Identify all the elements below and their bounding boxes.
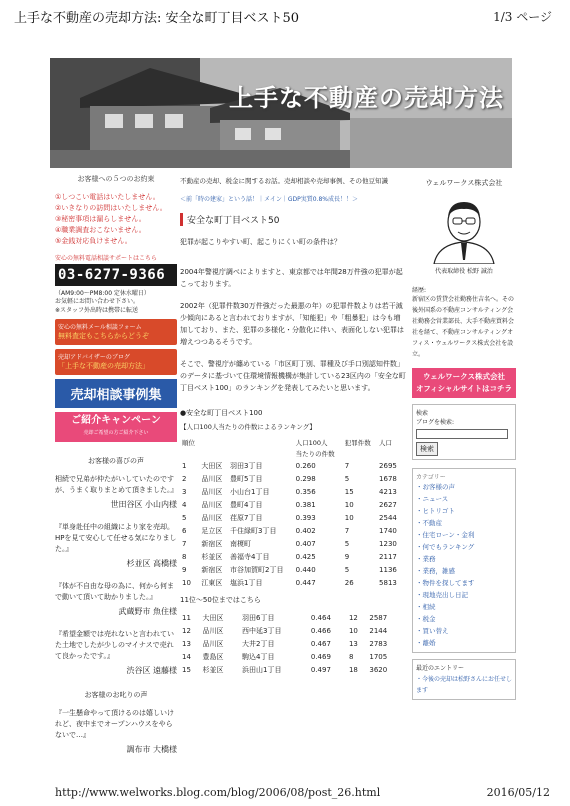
promise-item: ③秘密事項は漏らしません。 [55,215,146,223]
voice-name: 渋谷区 遠藤様 [126,666,177,675]
promise-item: ①しつこい電話はいたしません。 [55,193,160,201]
header-rank: 順位 [182,439,195,447]
cell-pop: 2587 [369,613,388,622]
history-label: 経歴: [412,287,427,294]
blog-link-line1: 売却アドバイザーのブログ [58,354,130,361]
cell-ward: 品川区 [201,487,223,496]
table-row [180,524,402,537]
header-pop: 人口 [379,439,393,447]
voice-item [55,629,177,676]
cell-pop: 2117 [379,552,397,561]
ranking-subtitle: 【人口100人当たりの件数によるランキング】 [180,423,316,431]
cell-town: 小山台1丁目 [229,487,270,496]
complaint-name: 調布市 大橋様 [126,745,177,754]
ranking-table [180,437,402,589]
cell-ward: 品川区 [201,500,223,509]
cell-pop: 1740 [379,526,397,535]
cell-crimes: 12 [348,613,358,622]
category-link[interactable]: ・買い替え [416,627,449,635]
category-link[interactable]: ・相続 [416,603,436,611]
category-link[interactable]: ・業務，雑感 [416,567,455,575]
category-link[interactable]: ・離婚 [416,639,436,647]
complaint-text: 『一生懸命やって頂けるのは嬉しいけれど、夜中までオープンハウスをやらないで…』 [55,709,174,739]
cell-crimes: 10 [348,626,358,635]
cell-rank: 4 [182,500,187,509]
table-row [180,485,402,498]
cell-ward: 新宿区 [201,539,223,548]
cell-rank: 10 [182,578,191,587]
right-sidebar [412,168,516,768]
category-link[interactable]: ・現地売出し日記 [416,591,468,599]
cell-crimes: 10 [344,500,354,509]
campaign-button[interactable] [55,412,177,442]
category-link[interactable]: ・住宅ローン・金利 [416,531,475,539]
official-site-line2: オフィシャルサイトはコチラ [416,384,512,393]
cell-pop: 1678 [379,474,397,483]
cell-rank: 11 [182,613,191,622]
category-link[interactable]: ・物件を探してます [416,579,475,587]
cell-rate: 0.469 [310,652,331,661]
voice-text: 相続で兄弟が仲たがいしていたのですが、うまく取りまとめて頂きました。』 [55,475,177,494]
cell-crimes: 5 [344,565,350,574]
post-question: 犯罪が起こりやすい町、起こりにくい町の条件は？ [180,238,341,246]
table-row [180,511,402,524]
complaint-heading: お客様のお叱りの声 [84,691,148,699]
table-header-row [180,448,402,459]
cell-ward: 豊島区 [202,652,224,661]
cell-ward: 品川区 [202,639,224,648]
cell-ward: 品川区 [202,626,224,635]
official-site-line1: ウェルワークス株式会社 [422,372,506,381]
cell-ward: 品川区 [201,513,223,522]
print-title: 上手な不動産の売却方法: 安全な町丁目ベスト50 [14,11,300,26]
representative-name: 代表取締役 松野 誠治 [435,268,493,275]
cell-town: 塩浜1丁目 [229,578,263,587]
call-note: お気軽にお問い合わせ下さい。 [55,298,140,305]
category-link[interactable]: ・不動産 [416,519,442,527]
cell-ward: 大田区 [201,461,223,470]
cell-rank: 14 [182,652,191,661]
mail-consult-line1: 安心の無料メール相談フォーム [58,324,142,331]
cell-ward: 大田区 [202,613,224,622]
cell-ward: 杉並区 [202,665,224,674]
cell-town: 市谷加賀町2丁目 [229,565,284,574]
recent-entry-link[interactable]: ・今後の売却は松野さんにお任せします [416,676,513,694]
cell-pop: 2695 [379,461,397,470]
search-input[interactable] [416,429,508,439]
campaign-sub: 売却ご希望の方ご紹介下さい [83,430,149,436]
page-url: http://www.welworks.blog.com/blog/2006/08/post_26.html [55,786,381,799]
cell-town: 豊町5丁目 [229,474,263,483]
table-row [180,537,402,550]
print-date: 2016/05/12 [486,786,550,799]
search-button[interactable]: 検索 [416,442,438,456]
post-paragraph: 2002年（犯罪件数30万件強だった最悪の年）の犯罪件数よりは若干減少傾向にあると言われておりますが、「知能犯」や「粗暴犯」は今も増加しており、また、犯罪の多様化・分散化に伴い、表面化しない犯罪は増えつつあるそうです。 [180,302,404,346]
cell-rank: 5 [182,513,187,522]
promise-title: お客様への５つのお約束 [77,175,155,183]
official-site-link[interactable] [412,368,516,398]
search-label: ブログを検索: [416,419,455,426]
post-paragraph: 2004年警視庁調べによりますと、東京都では年間28万件強の犯罪が起こっております。 [180,268,403,288]
campaign-title: ご紹介キャンペーン [71,415,161,426]
cases-button[interactable]: 売却相談事例集 [55,379,177,408]
cell-rate: 0.298 [295,474,316,483]
mail-consult-line2: 無料査定もこちらからどうぞ [58,332,149,340]
cell-rate: 0.497 [310,665,331,674]
cell-town: 西中延3丁目 [242,626,282,635]
blog-link-line2: 「上手な不動産の売却方法」 [58,362,149,370]
cell-pop: 2783 [369,639,388,648]
cell-ward: 足立区 [201,526,223,535]
header-crimes: 犯罪件数 [344,439,371,447]
cell-pop: 2627 [379,500,397,509]
cell-rate: 0.464 [310,613,331,622]
cell-pop: 1705 [369,652,388,661]
cell-rank: 13 [182,639,191,648]
category-link[interactable]: ・何でもランキング [416,543,475,551]
cell-crimes: 13 [348,639,358,648]
left-sidebar [55,168,177,768]
mail-consult-button[interactable] [55,319,177,345]
page-number: 1/3 ページ [493,10,552,24]
cell-rank: 7 [182,539,187,548]
cell-rank: 3 [182,487,187,496]
site-banner [50,58,512,168]
cell-town: 羽田3丁目 [229,461,263,470]
search-widget [412,404,516,460]
cell-rate: 0.260 [295,461,316,470]
print-header [0,0,570,32]
table-row [180,498,402,511]
cell-crimes: 15 [344,487,354,496]
history-text: 新宿区の賃貸会社勤務住吉名へ。その後外国系の不動産コンサルティング会社勤務会営業部長、大手不動産買料会社を経て、不動産コンサルティングオフィス・ウェルワークス株式会社を設立。 [412,296,515,358]
search-heading: 検索 [416,410,429,417]
cell-rate: 0.467 [310,639,331,648]
cell-rate: 0.447 [295,578,316,587]
category-heading: カテゴリー [416,474,446,481]
cell-rank: 8 [182,552,187,561]
cell-crimes: 8 [348,652,354,661]
cell-rank: 9 [182,565,187,574]
voice-name: 武蔵野市 魚住様 [118,607,177,616]
cell-pop: 2544 [379,513,397,522]
table-row [180,650,402,663]
cell-ward: 江東区 [201,578,223,587]
voice-text: 『体が不自由な母の為に、何から何まで動いて頂いて助かりました。』 [55,582,174,601]
blog-intro: 不動産の売却、税金に関するお話。売却相談や売却事例、その他豆知識 [180,177,388,185]
table-header-row [180,437,402,448]
cell-rate: 0.381 [295,500,316,509]
promise-item: ②いきなりの訪問はいたしません。 [55,204,167,212]
banner-house-photo [50,58,512,168]
category-link[interactable]: ・税金 [416,615,436,623]
recent-entries-heading: 最近のエントリー [416,665,465,672]
table-row [180,472,402,485]
cell-crimes: 5 [344,539,350,548]
cell-town: 大井2丁目 [242,639,275,648]
post-navigation[interactable]: ＜前「時の建家」という話！｜メイン｜GDP実質0.8%成長！！＞ [180,196,359,203]
category-link[interactable]: ・ニュース [416,495,449,503]
cell-pop: 3620 [369,665,388,674]
cell-crimes: 9 [344,552,350,561]
cell-town: 駒込4丁目 [242,652,275,661]
cell-pop: 5813 [379,578,397,587]
cell-crimes: 26 [344,578,354,587]
table-row [180,624,402,637]
table-row [180,563,402,576]
voice-text: 『希望金額では売れないと言われていた土地でしたが少しのマイナスで売れて良かったです。』 [55,630,174,660]
cell-crimes: 7 [344,526,350,535]
cell-ward: 新宿区 [201,565,223,574]
post-title: 安全な町丁目ベスト50 [180,213,406,226]
table-row [180,611,402,624]
representative-portrait [424,194,504,264]
cell-town: 羽田6丁目 [242,613,275,622]
ranking-title: ●安全な町丁目ベスト100 [180,409,263,417]
header-rate: 人口100人 [295,439,328,447]
promise-item: ④職業調査おこないません。 [55,226,146,234]
category-link[interactable]: ・お客様の声 [416,483,455,491]
voice-item [55,581,177,617]
cell-pop: 2144 [369,626,388,635]
cell-pop: 4213 [379,487,397,496]
cell-town: 浜田山1丁目 [242,665,282,674]
voice-name: 世田谷区 小山内様 [110,500,177,509]
cell-rank: 6 [182,526,187,535]
cell-crimes: 5 [344,474,350,483]
cell-town: 豊町4丁目 [229,500,263,509]
cell-pop: 1136 [379,565,397,574]
voice-heading: お客様の喜びの声 [88,457,144,465]
table-row [180,637,402,650]
staff-note: ※スタッフ外出時は携帯に転送 [55,307,139,314]
company-name: ウェルワークス株式会社 [425,179,503,187]
cell-rate: 0.425 [295,552,316,561]
voice-name: 杉並区 高橋様 [126,559,177,568]
cell-rate: 0.402 [295,526,316,535]
cell-pop: 1230 [379,539,397,548]
cell-rate: 0.466 [310,626,331,635]
table-row [180,459,402,472]
banner-title: 上手な不動産の売却方法 [229,84,504,112]
category-link[interactable]: ・ヒトリゴト [416,507,455,515]
table-row [180,576,402,589]
cell-ward: 品川区 [201,474,223,483]
table-row [180,663,402,676]
cell-town: 善福寺4丁目 [229,552,270,561]
phone-number[interactable]: 03-6277-9366 [55,264,177,286]
cell-rate: 0.440 [295,565,316,574]
post-paragraph: そこで、警視庁が纏めている「市区町丁別、罪種及び手口別認知件数」のデータに基づいて住環境情報機構が集計している23区内の「安全な町丁目ベスト100」のランキングを発表してみたいと思います。 [180,360,406,392]
cell-town: 千住緑町3丁目 [229,526,277,535]
consult-label: 安心の無料電話相談サポートはこちら [55,255,158,262]
promise-list [55,192,177,247]
category-widget [412,468,516,653]
cell-ward: 杉並区 [201,552,223,561]
cell-crimes: 7 [344,461,350,470]
blog-link-button[interactable] [55,349,177,375]
cell-rank: 15 [182,665,191,674]
voice-text: 『単身赴任中の組織により家を売却。HPを見て安心して任せる気になりました。』 [55,523,177,553]
voice-item [55,522,177,569]
header-rate2: 当たりの件数 [295,450,335,458]
cell-rank: 1 [182,461,187,470]
business-hours: （AM9:00〜PM8:00 定休水曜日） [55,290,150,297]
cell-town: 南榎町 [229,539,251,548]
cell-rate: 0.407 [295,539,316,548]
cell-crimes: 10 [344,513,354,522]
promise-item: ⑤金銭対応負けません。 [55,237,132,245]
cell-town: 荏原7丁目 [229,513,263,522]
recent-entries-widget [412,659,516,700]
cell-rank: 12 [182,626,191,635]
main-content [180,168,406,758]
ranking-table-2 [180,611,402,676]
voice-item [55,474,177,510]
cell-rate: 0.356 [295,487,316,496]
next-ranks-link[interactable]: 11位〜50位まではこちら [180,596,261,604]
cell-crimes: 18 [348,665,358,674]
cell-rate: 0.393 [295,513,316,522]
table-row [180,550,402,563]
print-footer [0,780,570,806]
cell-rank: 2 [182,474,187,483]
category-link[interactable]: ・業務 [416,555,436,563]
